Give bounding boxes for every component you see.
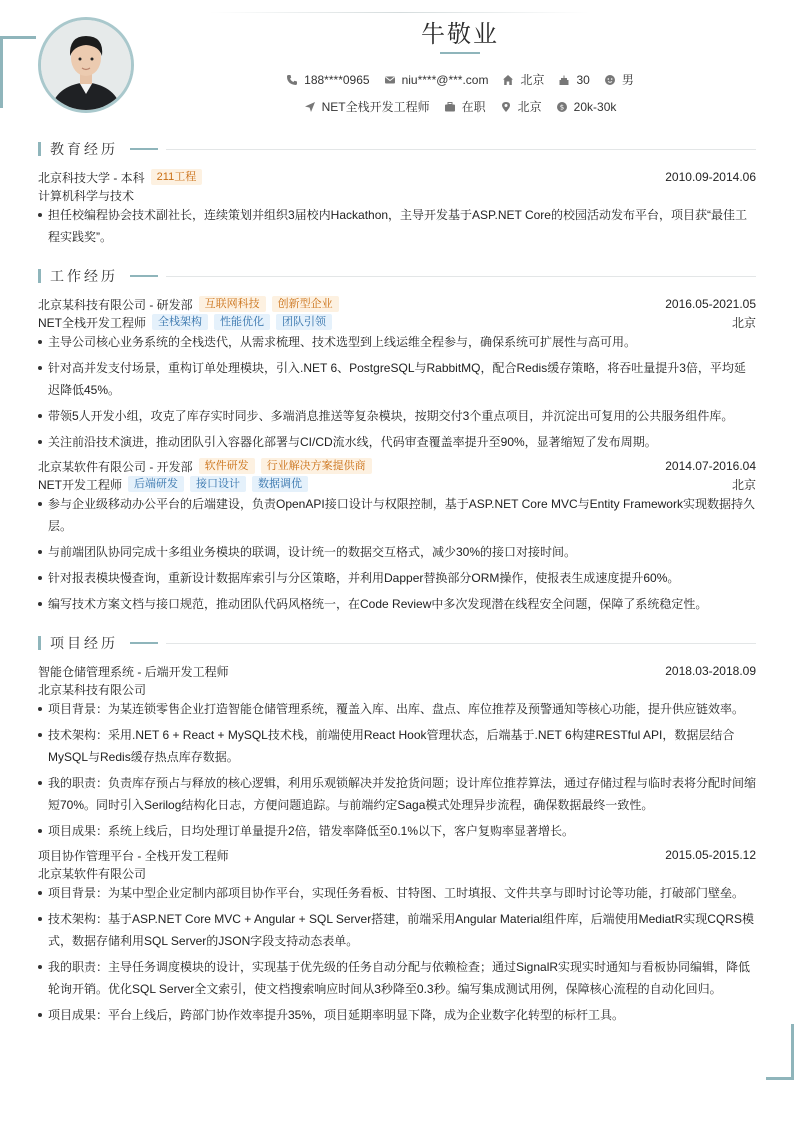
skill-tag: 后端研发	[128, 476, 184, 492]
work-section-header	[38, 266, 756, 286]
job-city: 北京	[731, 315, 756, 330]
list-item: 担任校编程协会技术副社长，连续策划并组织3届校内Hackathon，主导开发基于ASP.NET Core的校园活动发布平台，项目获“最佳工程实践奖”。	[38, 204, 756, 248]
age-text: 30	[576, 72, 590, 87]
section-divider	[166, 276, 756, 277]
project-company: 北京某科技有限公司	[38, 682, 147, 697]
send-icon	[304, 101, 316, 113]
age-item	[558, 71, 589, 88]
education-period: 2010.09-2014.06	[665, 170, 756, 184]
major: 计算机科学与技术	[38, 188, 135, 203]
location-icon	[500, 101, 512, 113]
skill-tag: 接口设计	[190, 476, 246, 492]
list-item: 针对高并发支付场景，重构订单处理模块，引入.NET 6、PostgreSQL与RabbitMQ，配合Redis缓存策略，将吞吐量提升3倍，平均延迟降低45%。	[38, 357, 756, 401]
candidate-name: 牛敬业	[421, 21, 499, 48]
job-position: NET开发工程师	[38, 477, 123, 492]
skill-tag: 数据调优	[252, 476, 308, 492]
skill-tag: 团队引领	[276, 314, 332, 330]
status-item	[444, 98, 486, 115]
education-section-header	[38, 139, 756, 159]
section-accent-line	[130, 275, 158, 277]
project-name: 项目协作管理平台 - 全栈开发工程师	[38, 848, 229, 863]
job-period: 2014.07-2016.04	[665, 459, 756, 473]
company-tag: 互联网科技	[199, 296, 266, 312]
list-item: 带领5人开发小组，攻克了库存实时同步、多端消息推送等复杂模块，按期交付3个重点项目，并沉淀出可复用的公共服务组件库。	[38, 405, 756, 427]
phone-text: 188****0965	[304, 72, 370, 87]
section-bar	[38, 142, 41, 156]
phone-icon	[286, 74, 298, 86]
project-period: 2018.03-2018.09	[665, 664, 756, 678]
email-text: niu****@***.com	[401, 72, 489, 87]
job-intent-row	[0, 98, 794, 115]
list-item: 项目成果：系统上线后，日均处理订单量提升2倍，错发率降低至0.1%以下，客户复购率显著增长。	[38, 820, 756, 842]
briefcase-icon	[444, 101, 456, 113]
name-underline	[440, 52, 480, 54]
project-company-row	[38, 864, 756, 882]
list-item: 针对报表模块慢查询，重新设计数据库索引与分区策略，并利用Dapper替换部分ORM操作，使报表生成速度提升60%。	[38, 567, 756, 589]
list-item: 我的职责：负责库存预占与释放的核心逻辑，利用乐观锁解决并发抢货问题；设计库位推荐算法，通过存储过程与临时表将分配时间缩短70%。同时引入Serilog结构化日志，方便问题追踪。与前端约定Saga模式处理异步流程，确保数据最终一致性。	[38, 772, 756, 816]
list-item: 技术架构：采用.NET 6 + React + MySQL技术栈，前端使用React Hook管理状态，后端基于.NET 6构建RESTful API，数据层结合MySQL与Redis缓存热点库存数据。	[38, 724, 756, 768]
education-major-row	[38, 186, 756, 204]
phone-item	[286, 71, 369, 88]
email-item	[384, 71, 489, 88]
section-divider	[166, 643, 756, 644]
skill-tag: 性能优化	[214, 314, 270, 330]
status-text: 在职	[461, 100, 486, 114]
gender-text: 男	[621, 73, 634, 87]
gender-item	[604, 71, 634, 88]
target-city-item	[500, 98, 542, 115]
list-item: 我的职责：主导任务调度模块的设计，实现基于优先级的任务自动分配与依赖检查；通过SignalR实现实时通知与看板协同编辑，降低轮询开销。优化SQL Server全文索引，使文档搜索响应时间从3秒降至0.3秒。编写集成测试用例，保障核心流程的自动化回归。	[38, 956, 756, 1000]
education-entry-header	[38, 168, 756, 186]
section-divider	[166, 149, 756, 150]
list-item: 关注前沿技术演进，推动团队引入容器化部署与CI/CD流水线，代码审查覆盖率提升至90%，显著缩短了发布周期。	[38, 431, 756, 453]
job-city: 北京	[731, 477, 756, 492]
top-divider	[210, 12, 590, 13]
mail-icon	[384, 74, 396, 86]
list-item: 编写技术方案文档与接口规范，推动团队代码风格统一，在Code Review中多次发现潜在线程安全问题，保障了系统稳定性。	[38, 593, 756, 615]
school-name: 北京科技大学 - 本科	[38, 170, 145, 185]
projects-section-header	[38, 633, 756, 653]
project-company-row	[38, 680, 756, 698]
project-title-row	[38, 662, 756, 680]
list-item: 参与企业级移动办公平台的后端建设，负责OpenAPI接口设计与权限控制，基于ASP.NET Core MVC与Entity Framework实现数据持久层。	[38, 493, 756, 537]
list-item: 主导公司核心业务系统的全栈迭代，从需求梳理、技术选型到上线运维全程参与，确保系统可扩展性与高可用。	[38, 331, 756, 353]
contact-row	[0, 71, 794, 88]
job-position-row	[38, 475, 756, 493]
section-bar	[38, 269, 41, 283]
hometown-text: 北京	[520, 73, 545, 87]
list-item: 技术架构：基于ASP.NET Core MVC + Angular + SQL Server搭建，前端采用Angular Material组件库，后端使用MediatR实现CQRS模式，数据存储利用SQL Server的JSON字段支持动态表单。	[38, 908, 756, 952]
target-position-item	[304, 98, 430, 115]
company-tag: 创新型企业	[272, 296, 339, 312]
job-company-row	[38, 457, 756, 475]
face-icon	[604, 74, 616, 86]
skill-tag: 全栈架构	[152, 314, 208, 330]
company-tag: 行业解决方案提供商	[261, 458, 372, 474]
company-name: 北京某软件有限公司 - 开发部	[38, 459, 193, 474]
home-item	[502, 71, 544, 88]
list-item: 与前端团队协同完成十多组业务模块的联调，设计统一的数据交互格式，减少30%的接口对接时间。	[38, 541, 756, 563]
job-position: NET全栈开发工程师	[38, 315, 147, 330]
project-company: 北京某软件有限公司	[38, 866, 147, 881]
home-icon	[502, 74, 514, 86]
section-title: 项目经历	[50, 635, 118, 651]
job-company-row	[38, 295, 756, 313]
job-position-row	[38, 313, 756, 331]
money-icon	[556, 101, 568, 113]
salary-item	[556, 98, 617, 115]
target-position-text: NET全栈开发工程师	[321, 100, 430, 114]
section-title: 工作经历	[50, 268, 118, 284]
section-bar	[38, 636, 41, 650]
section-title: 教育经历	[50, 141, 118, 157]
list-item: 项目背景：为某中型企业定制内部项目协作平台，实现任务看板、甘特图、工时填报、文件共享与即时讨论等功能，打破部门壁垒。	[38, 882, 756, 904]
section-accent-line	[130, 642, 158, 644]
list-item: 项目成果：平台上线后，跨部门协作效率提升35%，项目延期率明显下降，成为企业数字化转型的标杆工具。	[38, 1004, 756, 1026]
project-period: 2015.05-2015.12	[665, 848, 756, 862]
svg-text:$: $	[559, 103, 564, 112]
company-name: 北京某科技有限公司 - 研发部	[38, 297, 193, 312]
school-tag: 211工程	[151, 169, 203, 185]
section-accent-line	[130, 148, 158, 150]
salary-text: 20k-30k	[573, 99, 617, 114]
company-tag: 软件研发	[199, 458, 255, 474]
cake-icon	[558, 74, 570, 86]
project-title-row	[38, 846, 756, 864]
target-city-text: 北京	[517, 100, 542, 114]
project-name: 智能仓储管理系统 - 后端开发工程师	[38, 664, 229, 679]
job-period: 2016.05-2021.05	[665, 297, 756, 311]
corner-decoration-bottom-right	[766, 1024, 794, 1080]
list-item: 项目背景：为某连锁零售企业打造智能仓储管理系统，覆盖入库、出库、盘点、库位推荐及预警通知等核心功能，提升供应链效率。	[38, 698, 756, 720]
